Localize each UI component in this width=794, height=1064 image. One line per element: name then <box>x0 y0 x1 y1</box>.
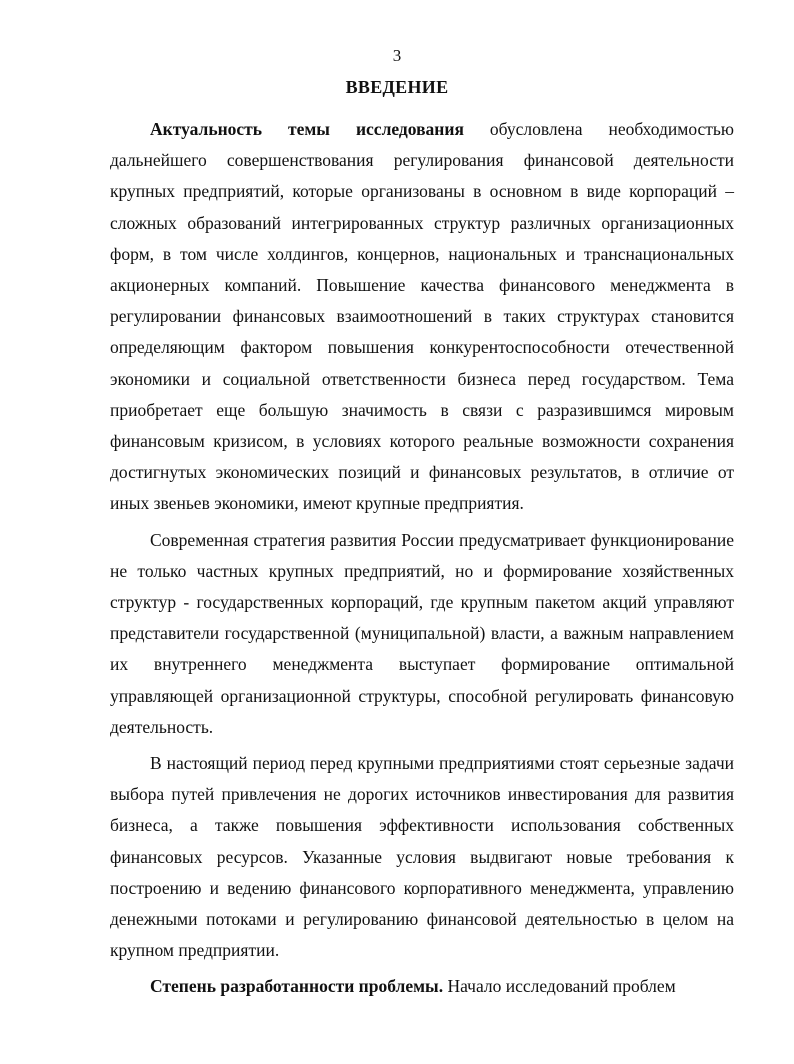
paragraph-relevance <box>110 114 734 520</box>
paragraph-current-period <box>110 748 734 966</box>
paragraph-text: В настоящий период перед крупными предприятиями стоят серьезные задачи выбора путей привлечения не дорогих источников инвестирования для развития бизнеса, а также повышения эффективности использования собственных финансовых ресурсов. Указанные условия выдвигают новые требования к построению и ведению финансового корпоративного менеджмента, управлению денежными потоками и регулированию финансовой деятельностью в целом на крупном предприятии. <box>110 753 734 961</box>
paragraph-text: Современная стратегия развития России предусматривает функционирование не только частных крупных предприятий, но и формирование хозяйственных структур - государственных корпораций, где крупным пакетом акций управляют представители государственной (муниципальной) власти, а важным направлением их внутреннего менеджмента выступает формирование оптимальной управляющей организационной структуры, способной регулировать финансовую деятельность. <box>110 529 734 737</box>
body-text <box>110 114 734 1003</box>
paragraph-text: обусловлена необходимостью дальнейшего совершенствования регулирования финансовой деятельности крупных предприятий, которые организованы в основном в виде корпораций – сложных образований интегрированных структур различных организационных форм, в том числе холдингов, концернов, национальных и транснациональных акционерных компаний. Повышение качества финансового менеджмента в регулировании финансовых взаимоотношений в таких структурах становится определяющим фактором повышения конкурентоспособности отечественной экономики и социальной ответственности бизнеса перед государством. Тема приобретает еще большую значимость в связи с разразившимся мировым финансовым кризисом, в условиях которого реальные возможности сохранения достигнутых экономических позиций и финансовых результатов, в отличие от иных звеньев экономики, имеют крупные предприятия. <box>110 119 734 514</box>
paragraph-lead: Актуальность темы исследования <box>150 119 464 139</box>
paragraph-degree-of-development <box>110 971 734 1002</box>
section-heading: ВВЕДЕНИЕ <box>345 77 449 97</box>
paragraph-strategy <box>110 525 734 743</box>
paragraph-text: Начало исследований проблем <box>443 976 676 997</box>
paragraph-lead: Степень разработанности проблемы. <box>150 976 444 997</box>
page-number: 3 <box>392 46 402 65</box>
